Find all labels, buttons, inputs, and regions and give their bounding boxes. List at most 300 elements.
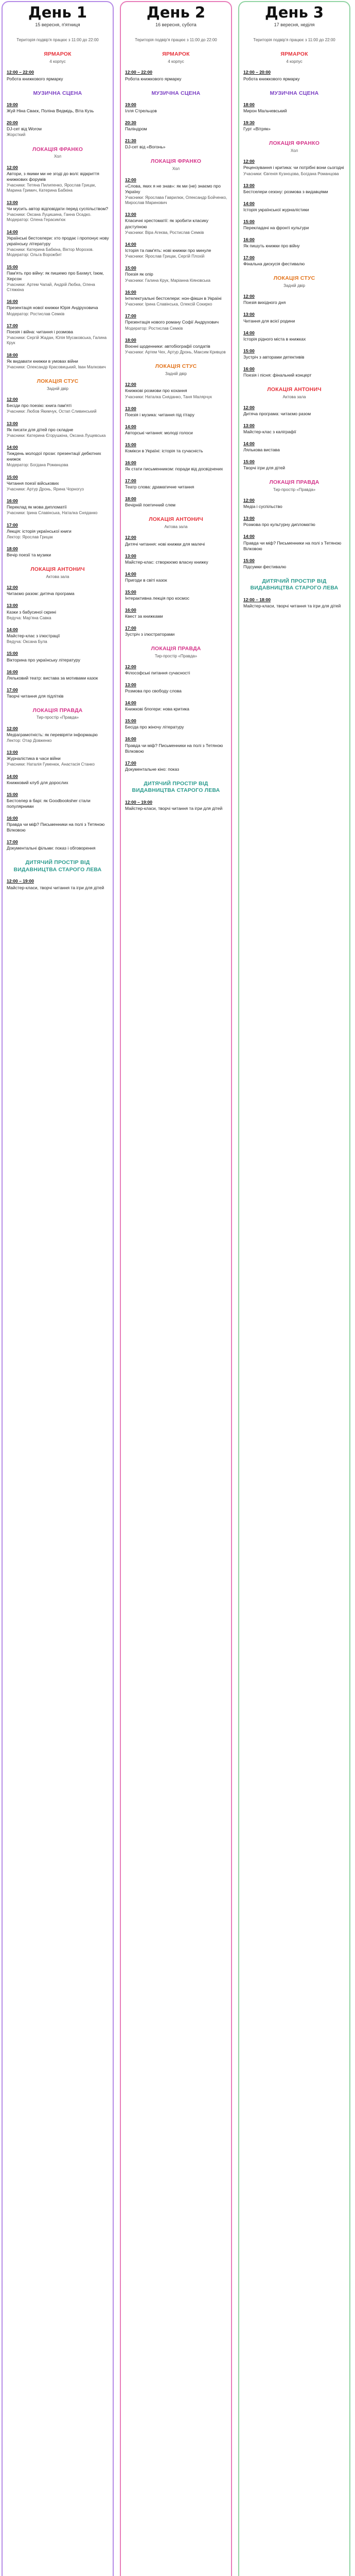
event-item: [124, 535, 228, 547]
event-time: 15:00: [125, 718, 136, 724]
location-name: ЛОКАЦІЯ АНТОНИЧ: [267, 386, 322, 393]
event-time: 16:00: [125, 607, 136, 613]
event-title: Бестселери сезону: розмова з видавцями: [243, 189, 328, 194]
event-item: [124, 664, 228, 676]
location-header: [6, 859, 110, 873]
location-place: Тир-простір «Правда»: [36, 715, 79, 720]
location-header: [6, 51, 110, 64]
event-item: [6, 546, 110, 558]
event-item: [6, 323, 110, 346]
event-participants: Учасники: Артем Чех, Артур Дронь, Максим Кривцов: [125, 349, 226, 354]
event-item: [242, 219, 346, 231]
event-time: 13:00: [125, 682, 136, 688]
event-item: [124, 290, 228, 307]
event-title: Жуй Ніна Сваєк, Поліна Ведмідь, Віта Кузь: [7, 108, 94, 114]
event-title: Документальне кіно: показ: [125, 766, 180, 772]
event-time: 19:00: [125, 102, 136, 108]
event-title: Дитячі читання: нові книжки для малечі: [125, 541, 205, 547]
event-title: «Слова, яких я не знав»: як ми (не) знаємо про Україну: [125, 183, 221, 194]
event-item: [6, 498, 110, 516]
event-time: 12:00: [7, 397, 18, 402]
opening-hours-note: Територія подвір'я працює з 11:00 до 22:00: [253, 38, 335, 43]
location-name: ЛОКАЦІЯ ФРАНКО: [269, 140, 320, 147]
event-title: Комікси в Україні: історія та сучасність: [125, 448, 203, 454]
event-item: [124, 625, 228, 637]
location-name: ДИТЯЧИЙ ПРОСТІР ВІД ВИДАВНИЦТВА СТАРОГО ЛЕВА: [132, 780, 220, 794]
event-time: 19:30: [243, 120, 255, 126]
event-item: [124, 800, 228, 811]
day-2-column: [120, 1, 232, 2576]
location-name: ЛОКАЦІЯ АНТОНИЧ: [149, 516, 203, 523]
event-time: 12:00: [125, 177, 136, 182]
location-name: ЯРМАРОК: [162, 51, 190, 58]
event-participants: Учасники: Катерина Єгорушкіна, Оксана Лущевська: [7, 433, 106, 438]
event-time: 19:00: [7, 102, 18, 108]
event-time: 17:00: [7, 522, 18, 528]
event-title: Майстер-клас з ілюстрації: [7, 633, 60, 639]
event-item: [6, 421, 110, 438]
event-title: Тиждень молодої прози: презентації дебютних книжок: [7, 451, 101, 462]
event-participants: Жорсткий: [7, 132, 26, 138]
event-participants: Учасники: Артур Дронь, Ярина Чорногуз: [7, 486, 84, 492]
event-time: 14:00: [243, 200, 255, 206]
event-item: [242, 423, 346, 435]
event-item: [242, 255, 346, 267]
event-item: [6, 522, 110, 540]
event-title: Фінальна дискусія фестивалю: [243, 261, 305, 267]
event-title: Розмова про свободу слова: [125, 688, 182, 694]
event-item: [242, 558, 346, 570]
event-title: Авторські читання: молоді голоси: [125, 430, 193, 436]
event-participants: Модератор: Ростислав Семків: [7, 311, 65, 316]
event-title: Ляльковий театр: вистава за мотивами казок: [7, 675, 98, 681]
event-item: [124, 424, 228, 436]
event-title: Пам'ять про війну: як пишемо про Бахмут, Ізюм, Херсон: [7, 270, 104, 281]
location-header: [6, 378, 110, 392]
event-title: Правда чи міф? Письменники на полі з Тетяною Вілковою: [7, 822, 105, 833]
event-item: [242, 348, 346, 360]
location-place: Задній двір: [283, 283, 305, 288]
event-title: Паліндром: [125, 126, 147, 132]
event-item: [242, 498, 346, 510]
event-title: Ілля Стрельцов: [125, 108, 157, 114]
event-title: DJ-сет від Worow: [7, 126, 42, 132]
event-item: [124, 736, 228, 754]
location-name: ЛОКАЦІЯ ФРАНКО: [32, 146, 83, 152]
location-place: Задній двір: [47, 386, 68, 391]
event-item: [124, 607, 228, 619]
event-title: Гурт «Вітряк»: [243, 126, 271, 132]
event-title: Робота книжкового ярмарку: [125, 76, 182, 81]
location-place: Тир-простір «Правда»: [154, 653, 198, 658]
event-item: [6, 669, 110, 681]
location-name: ЛОКАЦІЯ СТУС: [273, 275, 315, 282]
event-time: 17:00: [125, 760, 136, 766]
event-title: Творчі ігри для дітей: [243, 465, 286, 471]
event-title: Дитяча програма: читаємо разом: [243, 411, 311, 416]
event-title: Воєнні щоденники: автобіографії солдатів: [125, 343, 210, 349]
event-item: [124, 571, 228, 583]
event-title: Поезія вихідного дня: [243, 300, 286, 306]
event-participants: Учасники: Тетяна Пилипенко, Ярослав Грицак, Марина Гримич, Катерина Бабкіна: [7, 182, 96, 193]
event-participants: Учасники: Наталія Гуменюк, Анастасія Станко: [7, 762, 95, 767]
location-place: Тир-простір «Правда»: [273, 487, 316, 492]
event-participants: Ведуча: Мар'яна Савка: [7, 615, 51, 620]
event-title: Пригоди в світі казок: [125, 577, 167, 583]
event-item: [242, 405, 346, 417]
event-title: Історія та пам'ять: нові книжки про минуле: [125, 248, 211, 253]
event-participants: Учасники: Олександр Красовицький, Іван Малкович: [7, 364, 106, 369]
location-place: Хол: [54, 154, 62, 159]
location-header: [124, 516, 228, 530]
event-item: [6, 397, 110, 414]
event-title: Книжкові розмови про кохання: [125, 388, 187, 394]
event-item: [124, 265, 228, 283]
schedule-board: [2, 1, 353, 2576]
event-item: [124, 553, 228, 565]
event-participants: Лектор: Ярослав Грицак: [7, 534, 53, 539]
location-header: [6, 566, 110, 580]
event-item: [124, 460, 228, 472]
event-item: [124, 138, 228, 150]
event-title: Квест за книжками: [125, 613, 163, 619]
event-title: Мирон Мальчевський: [243, 108, 287, 114]
event-title: Майстер-клас з каліграфії: [243, 429, 296, 435]
event-item: [242, 516, 346, 528]
event-item: [124, 313, 228, 331]
event-title: Вікторина про українську літературу: [7, 657, 80, 663]
event-participants: Учасники: Артем Чапай, Андрій Любка, Олена Стяжкіна: [7, 282, 95, 293]
event-time: 13:00: [7, 750, 18, 755]
event-item: [242, 534, 346, 551]
location-place: Актова зала: [46, 574, 69, 579]
opening-hours-note: Територія подвір'я працює з 11:00 до 22:00: [16, 38, 99, 43]
event-time: 18:00: [243, 102, 255, 108]
event-time: 15:00: [243, 348, 255, 353]
event-time: 12:00: [125, 664, 136, 670]
location-header: [242, 51, 346, 64]
opening-hours-note: Територія подвір'я працює з 11:00 до 22:00: [135, 38, 217, 43]
event-title: Презентація нового роману Софії Андрухович: [125, 319, 219, 325]
location-place: Задній двір: [165, 371, 187, 377]
day-title: День 3: [264, 4, 324, 21]
event-title: Підсумки фестивалю: [243, 564, 287, 569]
location-place: Актова зала: [282, 394, 306, 399]
event-time: 17:00: [243, 255, 255, 261]
event-title: Майстер-клас: створюємо власну книжку: [125, 559, 208, 565]
event-participants: Лектор: Отар Довженко: [7, 738, 52, 743]
event-title: Зустріч з ілюстраторами: [125, 632, 175, 637]
event-title: Поезія і пісня: фінальний концерт: [243, 372, 312, 378]
location-place: Хол: [172, 166, 180, 172]
location-name: ДИТЯЧИЙ ПРОСТІР ВІД ВИДАВНИЦТВА СТАРОГО ЛЕВА: [13, 859, 102, 873]
event-title: Як видавати книжки в умовах війни: [7, 358, 78, 364]
event-time: 13:00: [243, 312, 255, 317]
event-item: [6, 878, 110, 890]
day-header: [6, 2, 110, 31]
event-time: 16:00: [125, 289, 136, 295]
event-title: Майстер-класи, творчі читання та ігри для дітей: [7, 885, 104, 890]
location-name: ЯРМАРОК: [280, 51, 308, 58]
event-item: [6, 651, 110, 663]
event-time: 13:00: [125, 553, 136, 558]
event-time: 14:00: [243, 330, 255, 335]
event-item: [124, 589, 228, 601]
event-item: [124, 102, 228, 114]
event-time: 16:00: [243, 366, 255, 371]
day-date: 17 вересня, неділя: [274, 22, 315, 28]
event-title: Поезія і війна: читання і розмова: [7, 329, 73, 334]
event-time: 12:00: [7, 585, 18, 590]
event-item: [6, 352, 110, 370]
event-time: 16:00: [7, 299, 18, 304]
location-name: ЛОКАЦІЯ АНТОНИЧ: [30, 566, 85, 573]
event-item: [124, 337, 228, 355]
event-title: Класичні хрестоматії: як зробити класику доступною: [125, 218, 208, 229]
event-title: Медіаграмотність: як перевіряти інформацію: [7, 732, 98, 737]
location-header: [124, 51, 228, 64]
location-place: Хол: [290, 148, 298, 154]
location-place: 4 корпус: [49, 59, 66, 64]
event-item: [124, 177, 228, 206]
event-time: 13:00: [243, 516, 255, 521]
event-time: 14:00: [125, 571, 136, 577]
event-title: Документальні фільми: показ і обговорення: [7, 845, 96, 851]
location-place: 4 корпус: [286, 59, 303, 64]
event-title: Перекладачі на фронті культури: [243, 225, 309, 231]
event-title: Казки з бабусиної скрині: [7, 609, 56, 615]
event-title: Вечір поезії та музики: [7, 552, 51, 558]
event-title: Поезія і музика: читання під гітару: [125, 412, 194, 417]
event-title: Історія української журналістики: [243, 207, 309, 213]
event-item: [242, 201, 346, 213]
event-item: [6, 474, 110, 492]
event-time: 14:00: [7, 773, 18, 779]
event-time: 15:00: [125, 265, 136, 271]
event-item: [6, 792, 110, 809]
event-time: 18:00: [7, 352, 18, 358]
location-name: ЯРМАРОК: [44, 51, 72, 58]
location-header: [124, 363, 228, 377]
event-title: Майстер-класи, творчі читання та ігри для дітей: [125, 806, 223, 811]
event-item: [6, 603, 110, 620]
event-participants: Модератор: Ростислав Семків: [125, 326, 183, 331]
event-item: [6, 839, 110, 851]
event-time: 16:00: [125, 736, 136, 742]
event-time: 15:00: [243, 557, 255, 563]
event-time: 17:00: [7, 687, 18, 692]
event-item: [242, 159, 346, 176]
event-time: 14:00: [7, 626, 18, 632]
event-time: 18:00: [125, 496, 136, 502]
event-title: Переклад як мова дипломатії: [7, 504, 67, 510]
day-date: 16 вересня, субота: [155, 22, 197, 28]
event-time: 12:00: [243, 159, 255, 164]
location-header: [242, 140, 346, 154]
event-time: 15:00: [125, 442, 136, 448]
event-item: [242, 102, 346, 114]
event-title: Медіа і суспільство: [243, 504, 282, 510]
event-participants: Учасники: Оксана Луцишина, Ганна Осадко. Модератор: Олена Герасим'юк: [7, 212, 92, 223]
event-participants: Учасники: Ірина Славінська, Наталка Сняданко: [7, 511, 98, 516]
event-item: [6, 264, 110, 293]
location-header: [242, 90, 346, 97]
event-time: 12:00: [243, 404, 255, 410]
event-time: 15:00: [125, 589, 136, 595]
event-title: Як стати письменником: поради від досвідчених: [125, 466, 223, 472]
event-title: Майстер-класи, творчі читання та ігри для дітей: [243, 603, 341, 609]
event-time: 12:00 – 19:00: [125, 799, 152, 805]
event-time: 13:00: [7, 603, 18, 608]
event-item: [242, 70, 346, 81]
location-header: [124, 158, 228, 172]
event-item: [6, 229, 110, 258]
event-item: [124, 760, 228, 772]
event-title: Робота книжкового ярмарку: [7, 76, 63, 81]
event-participants: Учасники: Ірина Славінська, Олексій Сокирко: [125, 302, 212, 307]
event-item: [242, 312, 346, 324]
event-item: [6, 687, 110, 699]
event-item: [124, 496, 228, 508]
event-time: 13:00: [125, 405, 136, 411]
day-title: День 2: [146, 4, 206, 21]
event-title: Вечірній поетичний слем: [125, 502, 176, 508]
location-header: [242, 275, 346, 289]
event-item: [242, 330, 346, 342]
event-title: Філософські питання сучасності: [125, 670, 190, 676]
location-name: ЛОКАЦІЯ ПРАВДА: [151, 646, 201, 652]
day-1-column: [2, 1, 114, 2576]
location-name: МУЗИЧНА СЦЕНА: [270, 90, 319, 96]
event-time: 14:00: [7, 445, 18, 450]
event-time: 12:00: [125, 535, 136, 540]
event-item: [124, 718, 228, 730]
event-title: Лекція: історія української книги: [7, 528, 72, 534]
event-item: [124, 242, 228, 259]
event-title: Історія рідного міста в книжках: [243, 336, 306, 342]
event-item: [6, 750, 110, 767]
event-title: Робота книжкового ярмарку: [243, 76, 300, 81]
event-time: 12:00 – 19:00: [7, 878, 34, 884]
location-place: Актова зала: [164, 524, 188, 530]
event-item: [242, 597, 346, 609]
event-title: Розмова про культурну дипломатію: [243, 522, 315, 528]
event-item: [6, 585, 110, 597]
event-title: Інтерактивна лекція про космос: [125, 595, 189, 601]
event-title: Як писати для дітей про складне: [7, 427, 74, 432]
event-time: 16:00: [7, 815, 18, 821]
location-name: ЛОКАЦІЯ ПРАВДА: [32, 707, 83, 714]
event-participants: Учасники: Євгенія Кузнєцова, Богдана Романцова: [243, 171, 339, 176]
event-title: Бестселер в барі: як Goodbooksher стали популярними: [7, 798, 91, 809]
event-item: [6, 774, 110, 786]
event-item: [6, 102, 110, 114]
location-name: ЛОКАЦІЯ СТУС: [37, 378, 79, 385]
event-title: Театр слова: драматичне читання: [125, 484, 194, 490]
location-name: ЛОКАЦІЯ СТУС: [155, 363, 197, 370]
location-header: [124, 646, 228, 659]
event-time: 13:00: [7, 420, 18, 426]
day-header: [124, 2, 228, 31]
event-item: [6, 165, 110, 194]
event-time: 18:00: [7, 546, 18, 552]
event-participants: Учасники: Галина Крук, Маріанна Кіяновська: [125, 278, 210, 283]
event-time: 15:00: [7, 651, 18, 656]
location-name: ЛОКАЦІЯ ПРАВДА: [269, 479, 319, 486]
event-title: Автори, з якими ми не згоді до волі: відкриття книжкових форумів: [7, 171, 99, 182]
event-item: [6, 726, 110, 743]
event-time: 12:00 – 20:00: [243, 70, 271, 75]
event-time: 12:00: [243, 498, 255, 503]
event-title: Правда чи міф? Письменники на полі з Тетяною Вілковою: [125, 742, 223, 754]
event-participants: Учасники: Ярослава Гаврилюк, Олександр Бойченко, Мирослав Маринович: [125, 195, 227, 206]
location-header: [242, 479, 346, 493]
event-title: Лялькова вистава: [243, 447, 280, 453]
event-time: 17:00: [7, 323, 18, 328]
event-item: [6, 816, 110, 833]
event-time: 17:00: [125, 313, 136, 319]
event-time: 14:00: [7, 229, 18, 234]
event-time: 21:30: [125, 138, 136, 144]
event-time: 15:00: [7, 474, 18, 480]
event-time: 12:00 – 22:00: [7, 70, 34, 75]
location-header: [124, 781, 228, 794]
event-time: 15:00: [7, 264, 18, 269]
location-header: [242, 578, 346, 592]
day-header: [242, 2, 346, 31]
event-title: Поезія як опір: [125, 272, 153, 277]
event-item: [124, 442, 228, 454]
event-time: 17:00: [7, 839, 18, 845]
day-3-column: [238, 1, 350, 2576]
event-time: 15:00: [243, 459, 255, 465]
event-time: 12:00: [243, 294, 255, 299]
event-participants: Модератор: Богдана Романцова: [7, 463, 68, 468]
event-title: Правда чи міф? Письменники на полі з Тетяною Вілковою: [243, 540, 342, 551]
event-item: [242, 294, 346, 306]
event-title: Читання поезії військових: [7, 480, 59, 486]
event-title: Книжковий клуб для дорослих: [7, 779, 68, 785]
event-item: [6, 120, 110, 138]
event-title: Читаємо разом: дитяча програма: [7, 591, 75, 597]
event-time: 14:00: [125, 423, 136, 429]
event-time: 20:30: [125, 120, 136, 126]
location-header: [6, 90, 110, 97]
location-name: МУЗИЧНА СЦЕНА: [33, 90, 82, 96]
event-item: [6, 627, 110, 645]
event-title: Рецензування і критика: чи потрібні вони сьогодні: [243, 165, 344, 171]
event-time: 16:00: [7, 669, 18, 674]
event-time: 14:00: [243, 441, 255, 447]
event-title: Як пишуть книжки про війну: [243, 243, 300, 249]
event-item: [124, 682, 228, 694]
event-time: 13:00: [125, 212, 136, 217]
event-title: Бесіди про поезію: книга пам'яті: [7, 403, 72, 409]
event-time: 17:00: [125, 625, 136, 631]
event-item: [6, 445, 110, 468]
event-title: Чи мусить автор відповідати перед суспільством?: [7, 206, 109, 211]
event-time: 12:00: [7, 725, 18, 731]
event-time: 13:00: [243, 422, 255, 428]
location-header: [124, 90, 228, 97]
event-item: [6, 70, 110, 81]
event-time: 14:00: [125, 700, 136, 706]
event-time: 14:00: [125, 241, 136, 247]
event-time: 16:00: [125, 460, 136, 466]
event-participants: Учасники: Сергій Жадан, Юлія Мусаковська, Галина Крук: [7, 335, 107, 346]
location-header: [6, 146, 110, 160]
event-participants: Учасники: Віра Агеєва, Ростислав Семків: [125, 230, 204, 235]
